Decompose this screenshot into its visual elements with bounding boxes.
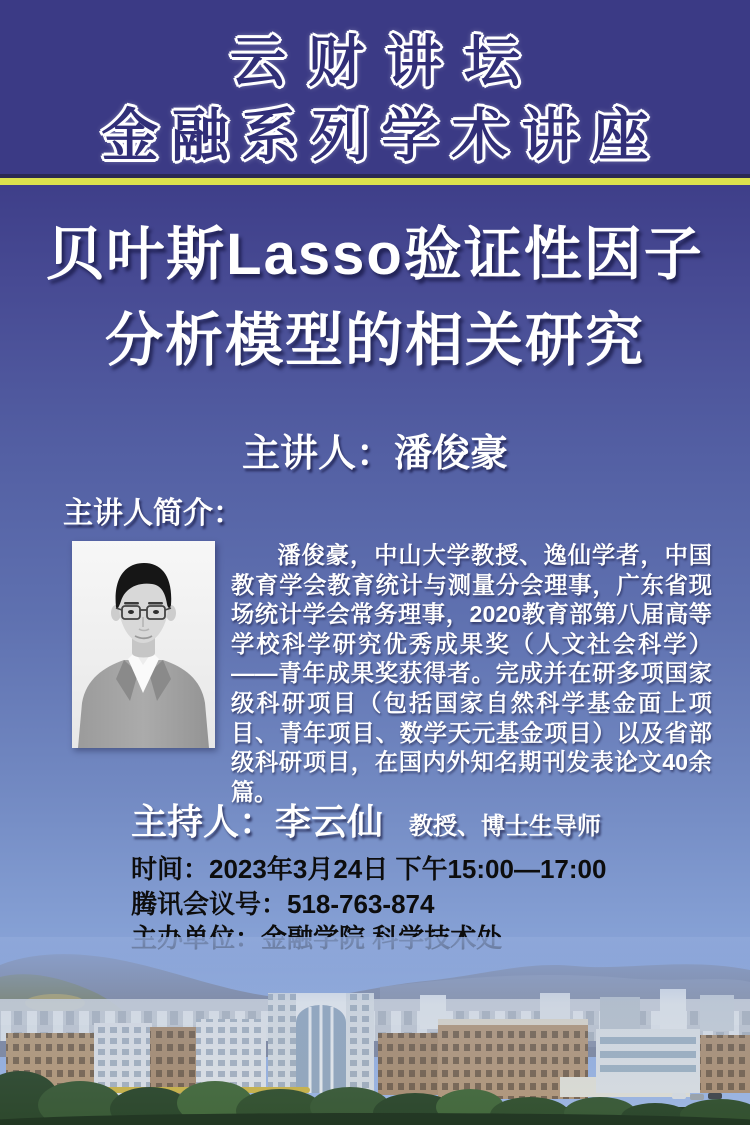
time-label: 时间： xyxy=(131,854,210,884)
portrait-illustration xyxy=(72,541,215,748)
banner-line-1: 云财讲坛 xyxy=(230,30,542,93)
host-line xyxy=(131,794,601,845)
meeting-id-line xyxy=(131,884,434,921)
campus-illustration xyxy=(0,937,750,1125)
time-value: 2023年3月24日 下午15:00—17:00 xyxy=(209,854,607,884)
divider-yellow-line xyxy=(0,178,750,185)
banner xyxy=(0,0,750,174)
meeting-label: 腾讯会议号： xyxy=(131,889,288,919)
banner-line-2: 金融系列学术讲座 xyxy=(101,104,662,168)
lecture-title-line-1: 贝叶斯Lasso验证性因子 xyxy=(46,222,704,287)
meeting-value: 518-763-874 xyxy=(287,889,435,919)
host-name: 李云仙 xyxy=(275,801,384,842)
host-title: 教授、博士生导师 xyxy=(409,813,602,840)
speaker-line xyxy=(0,422,750,477)
bio-section xyxy=(72,541,712,807)
lecture-title xyxy=(0,212,750,384)
bio-paragraph: 潘俊豪，中山大学教授、逸仙学者，中国教育学会教育统计与测量分会理事，广东省现场统计学会常务理事，2020教育部第八届高等学校科学研究优秀成果奖（人文社会科学）——青年成果奖获得者。完成并在研多项国家级科研项目（包括国家自然科学基金面上项目、青年项目、数学天元基金项目）以及省部级科研项目，在国内外知名期刊发表论文40余篇。 xyxy=(231,542,712,805)
time-line xyxy=(131,849,606,886)
bio-label: 主讲人简介： xyxy=(63,497,243,530)
host-label: 主持人： xyxy=(131,801,276,842)
speaker-label: 主讲人： xyxy=(241,433,394,475)
lecture-title-line-2: 分析模型的相关研究 xyxy=(104,308,645,373)
speaker-name: 潘俊豪 xyxy=(394,433,509,475)
speaker-portrait-photo xyxy=(72,541,215,748)
campus-photo xyxy=(0,937,750,1125)
